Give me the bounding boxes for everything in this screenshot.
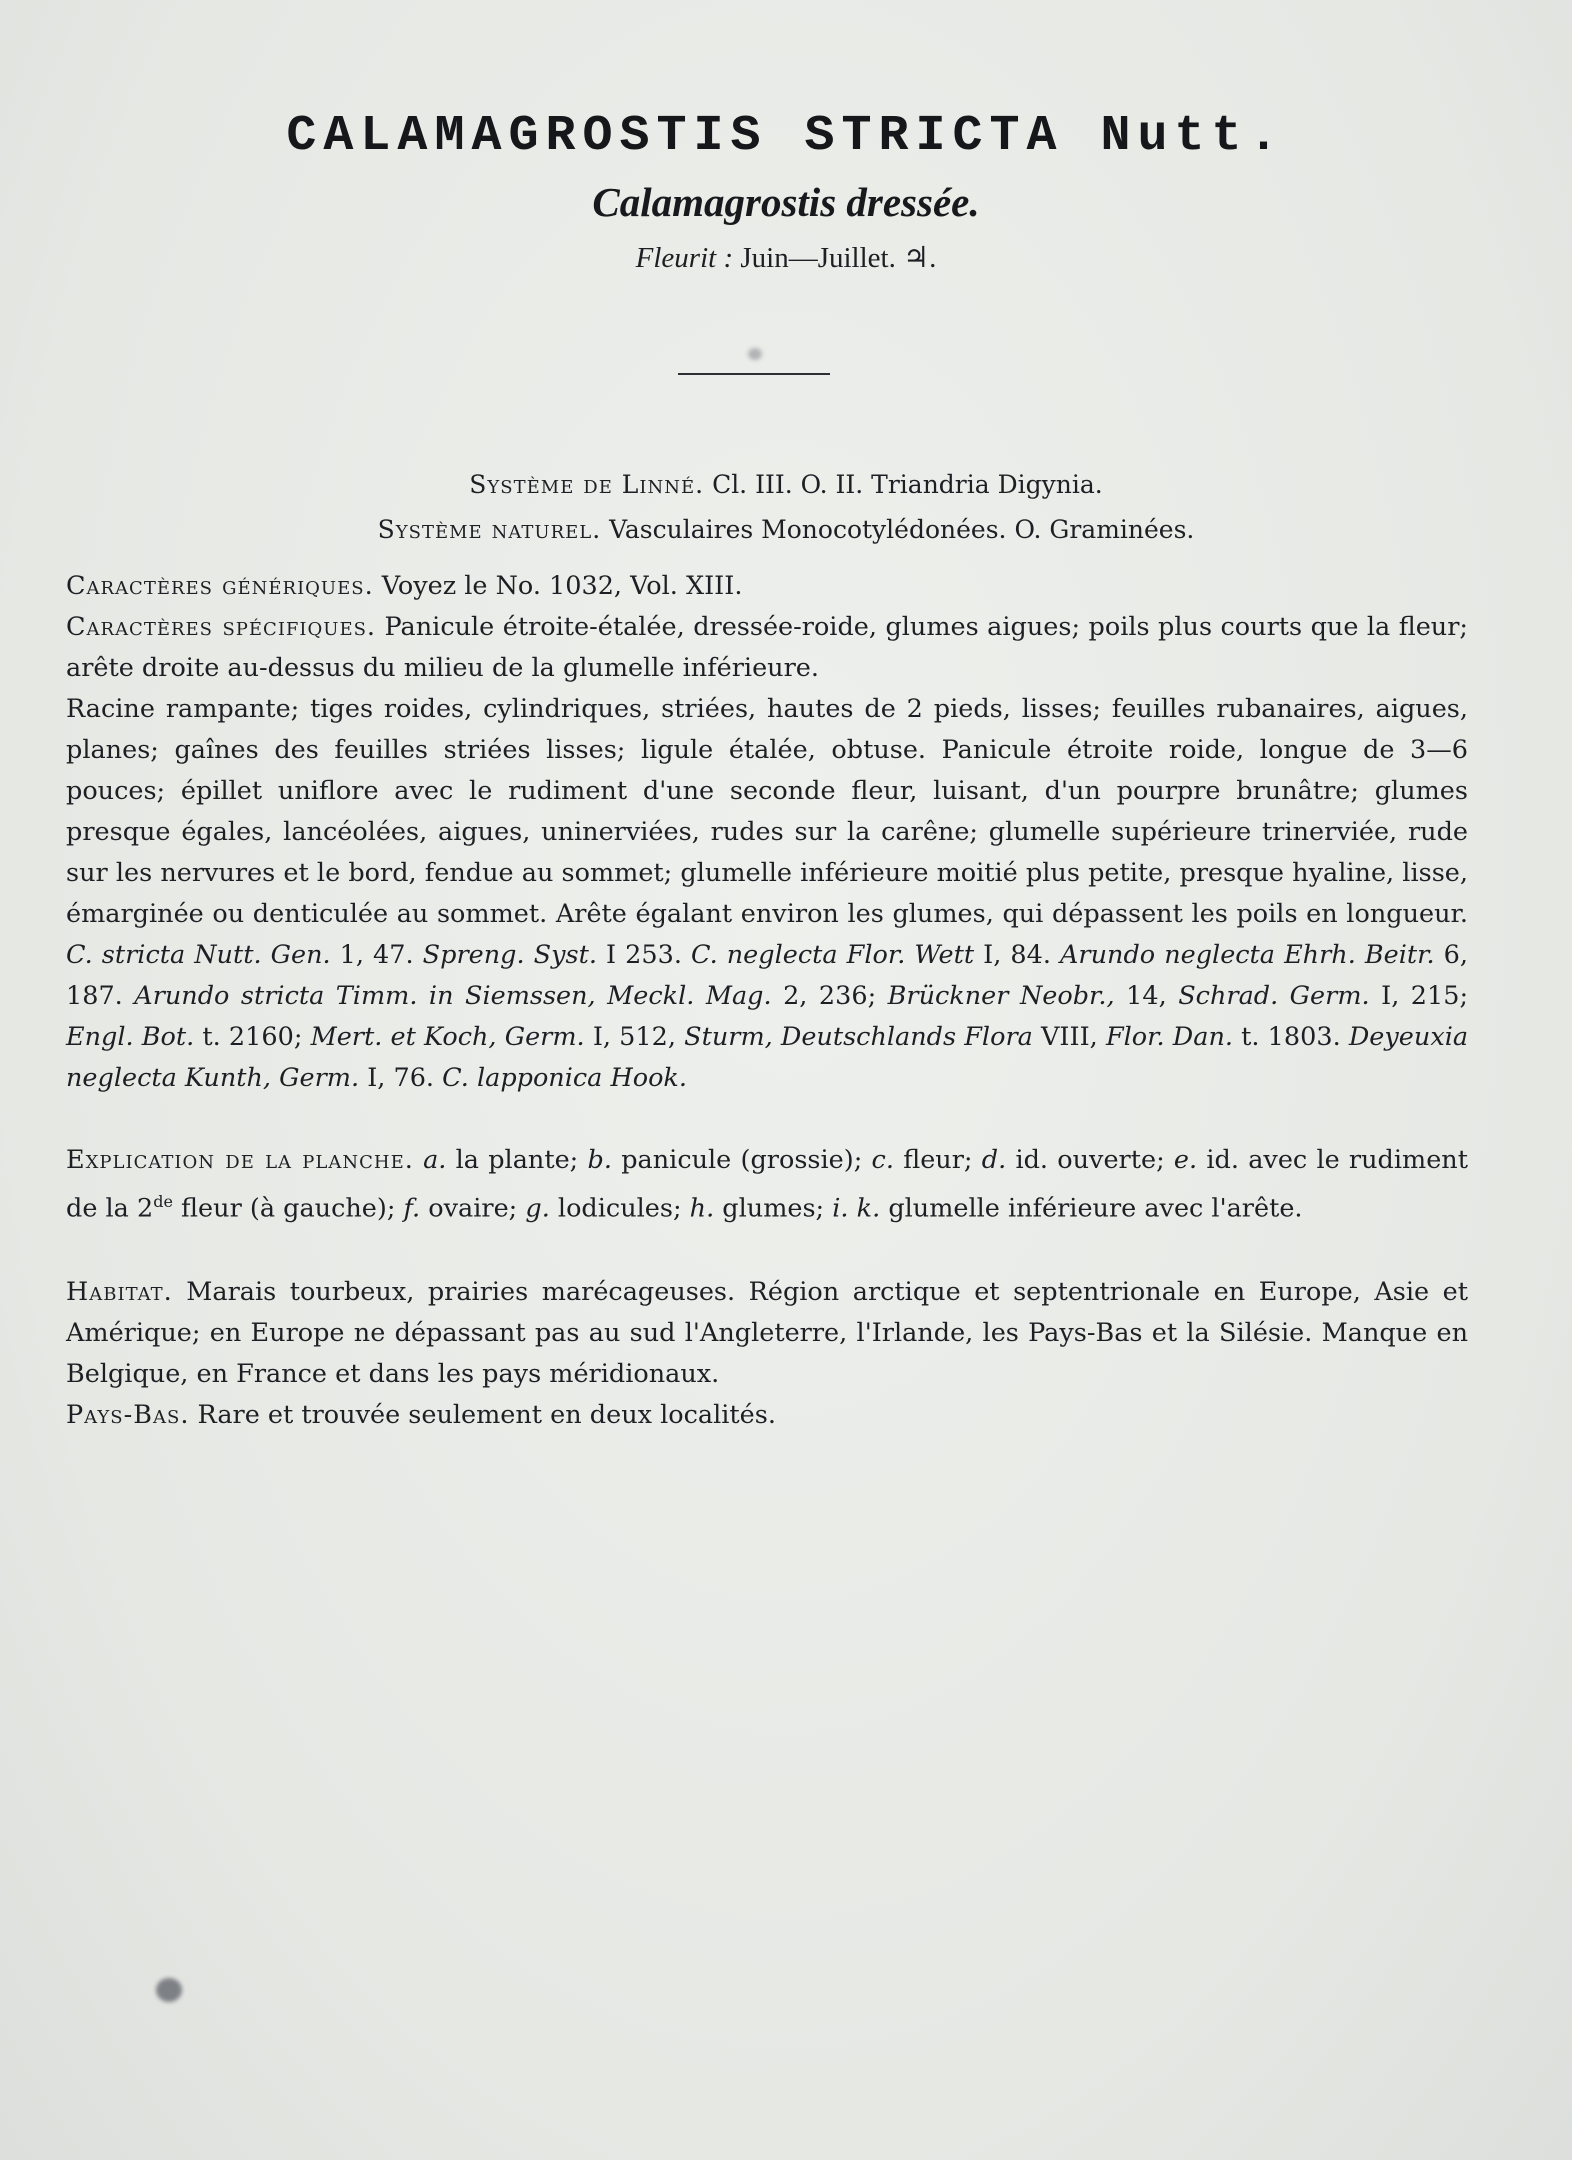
synonym: Sturm, Deutschlands Flora bbox=[684, 1022, 1033, 1052]
figure-caption: glumes; bbox=[722, 1193, 825, 1224]
figure-caption: ovaire; bbox=[428, 1193, 518, 1224]
synonym: Arundo neglecta Ehrh. Beitr. bbox=[1060, 940, 1435, 970]
natural-label: Système naturel. bbox=[377, 515, 602, 544]
specific-label: Caractères spécifiques. bbox=[66, 612, 377, 642]
generic-text: Voyez le No. 1032, Vol. XIII. bbox=[381, 571, 743, 601]
figure-caption: fleur; bbox=[903, 1145, 973, 1175]
flowering-line bbox=[0, 240, 1572, 275]
figure-caption: id. ouverte; bbox=[1015, 1145, 1165, 1175]
page-title: CALAMAGROSTIS STRICTA Nutt. bbox=[286, 108, 1286, 165]
synonym-ref: 1, 47. bbox=[339, 940, 414, 970]
specific-text: Panicule étroite-étalée, dressée-roide, glumes aigues; poils plus courts que la fleur; arête droite au-dessus du milieu de la glumelle inférieure. bbox=[66, 612, 1469, 683]
figure-caption: panicule (grossie); bbox=[621, 1145, 863, 1175]
figure-letter: f. bbox=[403, 1193, 421, 1224]
figure-letter: b. bbox=[587, 1145, 612, 1175]
plate-explanation bbox=[66, 1140, 1468, 1230]
page-subtitle: Calamagrostis dressée. bbox=[592, 179, 980, 225]
linne-label: Système de Linné. bbox=[469, 470, 705, 499]
synonym-ref: VIII, bbox=[1041, 1022, 1098, 1052]
generic-characters bbox=[66, 566, 1468, 607]
ordinal-superscript: de bbox=[153, 1192, 173, 1211]
figure-letter: a. bbox=[423, 1145, 447, 1175]
figure-letter: i. k. bbox=[832, 1193, 881, 1224]
habitat-text: Marais tourbeux, prairies marécageuses. Région arctique et septentrionale en Europe, Asie et Amérique; en Europe ne dépassant pas au sud l'Angleterre, l'Irlande, les Pays-Bas et la Silésie. Manque en Belgique, en France et dans les pays méridionaux. bbox=[66, 1277, 1468, 1389]
figure-letter: g. bbox=[525, 1193, 550, 1224]
description-text: Racine rampante; tiges roides, cylindriques, striées, hautes de 2 pieds, lisses; feuilles rubanaires, aigues, planes; gaînes des feuilles striées lisses; ligule étalée, obtuse. Panicule étroite roide, longue de 3—6 pouces; épillet uniflore avec le rudiment d'une seconde fleur, luisant, d'un pourpre brunâtre; glumes presque égales, lancéolées, aigues, uninerviées, rudes sur la carêne; glumelle supérieure trinerviée, rude sur les nervures et le bord, fendue au sommet; glumelle inférieure moitié plus petite, presque hyaline, lisse, émarginée ou denticulée au sommet. Arête égalant environ les glumes, qui dépassent les poils en longueur. bbox=[66, 694, 1468, 929]
synonym: Flor. Dan. bbox=[1105, 1022, 1233, 1052]
synonym: C. lapponica Hook. bbox=[442, 1063, 687, 1093]
synonym-ref: I, 84. bbox=[983, 940, 1051, 970]
natural-system bbox=[0, 515, 1572, 544]
synonym: Engl. Bot. bbox=[66, 1022, 195, 1052]
habitat bbox=[66, 1272, 1468, 1395]
synonym-ref: I, 215; bbox=[1381, 981, 1469, 1011]
flowering-value: Juin—Juillet. ♃. bbox=[740, 242, 937, 274]
synonym: Deyeuxia neglecta Kunth, Germ. bbox=[66, 1022, 1469, 1093]
synonym-ref: t. 2160; bbox=[202, 1022, 303, 1052]
habitat-label: Habitat. bbox=[66, 1277, 173, 1307]
figure-caption: id. avec le rudiment de la 2 bbox=[66, 1145, 1468, 1224]
figure-letter: c. bbox=[871, 1145, 894, 1175]
synonym: Arundo stricta Timm. in Siemssen, Meckl. Mag. bbox=[134, 981, 772, 1011]
figure-letter: d. bbox=[981, 1145, 1007, 1175]
natural-text: Vasculaires Monocotylédonées. O. Graminées. bbox=[609, 515, 1195, 544]
figure-caption: lodicules; bbox=[557, 1193, 682, 1224]
synonym: C. neglecta Flor. Wett bbox=[691, 940, 975, 970]
synonym-ref: I, 512, bbox=[592, 1022, 676, 1052]
flowering-label: Fleurit : bbox=[635, 242, 734, 274]
explanation-label: Explication de la planche. bbox=[66, 1145, 414, 1175]
netherlands-text: Rare et trouvée seulement en deux localités. bbox=[197, 1400, 776, 1430]
synonym-ref: I 253. bbox=[606, 940, 682, 970]
synonym: Mert. et Koch, Germ. bbox=[310, 1022, 585, 1052]
synonym-ref: t. 1803. bbox=[1241, 1022, 1341, 1052]
netherlands-label: Pays-Bas. bbox=[66, 1400, 190, 1430]
linne-text: Cl. III. O. II. Triandria Digynia. bbox=[712, 470, 1103, 499]
figure-caption: fleur (à gauche); bbox=[181, 1193, 396, 1224]
figure-letter: h. bbox=[689, 1193, 715, 1224]
synonym-ref: 6, 187. bbox=[66, 940, 1469, 1011]
synonym-ref: 14, bbox=[1126, 981, 1167, 1011]
synonym: Brückner Neobr., bbox=[887, 981, 1115, 1011]
ink-spot bbox=[748, 348, 762, 360]
specific-characters bbox=[66, 607, 1468, 689]
figure-caption: la plante; bbox=[455, 1145, 579, 1175]
figure-letter: e. bbox=[1173, 1145, 1198, 1175]
synonym-ref: 2, 236; bbox=[783, 981, 877, 1011]
netherlands-note bbox=[66, 1395, 1468, 1436]
title-divider bbox=[678, 373, 830, 375]
linne-system bbox=[0, 470, 1572, 499]
figure-caption: glumelle inférieure avec l'arête. bbox=[888, 1193, 1303, 1224]
synonym: C. stricta Nutt. Gen. bbox=[66, 940, 331, 970]
synonym-ref: I, 76. bbox=[367, 1063, 435, 1093]
synonym: Schrad. Germ. bbox=[1178, 981, 1370, 1011]
ink-spot bbox=[156, 1978, 182, 2002]
description bbox=[66, 689, 1468, 1099]
generic-label: Caractères génériques. bbox=[66, 571, 374, 601]
synonym: Spreng. Syst. bbox=[422, 940, 597, 970]
